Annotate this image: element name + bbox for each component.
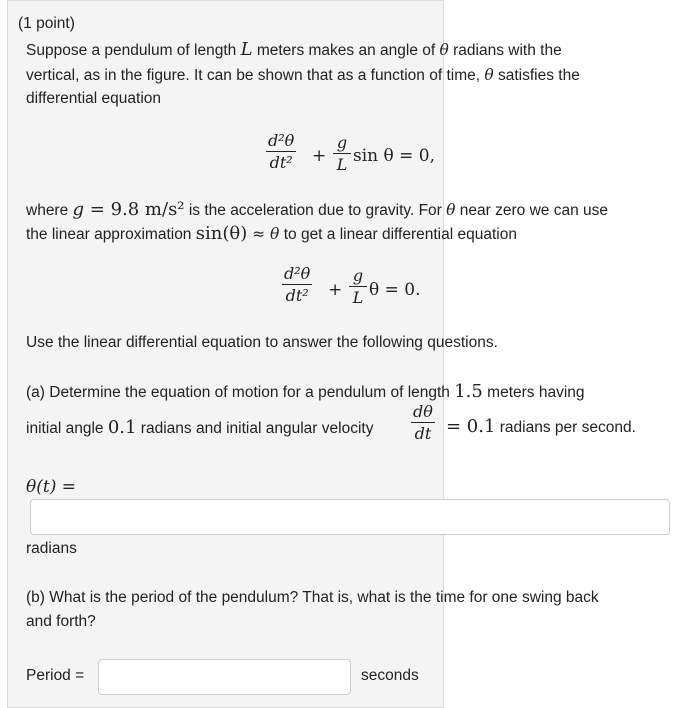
part-b-line-2: and forth?: [26, 613, 96, 630]
gravity-line-2: the linear approximation sin(θ) ≈ θ to get a linear differential equation: [26, 223, 517, 244]
eq1-plus: +: [312, 146, 327, 166]
eq1-fraction-d2theta: $\frac{\text{d²θ}}{\text{dt²}}$: [268, 131, 295, 172]
part-a-velocity: = 0.1 radians per second.: [446, 416, 636, 437]
eq1-rest: sin θ = 0,: [353, 146, 436, 166]
theta-unit-label: radians: [26, 540, 77, 557]
points-label: (1 point): [18, 15, 75, 32]
period-label: Period =: [26, 667, 85, 684]
part-a-fraction-dtheta-dt: $\frac{d\theta}{dt}$: [413, 402, 433, 443]
part-a-line-1: (a) Determine the equation of motion for a pendulum of length 1.5 meters having: [26, 381, 585, 402]
eq1-fraction-g-over-L: $\frac{g}{L}$: [333, 133, 351, 174]
eq2-fraction-d2theta: $\frac{\text{d²θ}}{\text{dt²}}$: [284, 264, 311, 305]
intro-line-3: differential equation: [26, 90, 162, 107]
theta-answer-label: θ(t) =: [26, 477, 76, 497]
gravity-line-1: where g = 9.8 m/s² is the acceleration due to gravity. For θ near zero we can use: [26, 199, 609, 220]
eq2-rest: θ = 0.: [369, 280, 421, 300]
eq2-plus: +: [328, 280, 343, 300]
theta-answer-input[interactable]: [30, 499, 670, 535]
period-input[interactable]: [98, 659, 351, 695]
intro-line-2: vertical, as in the figure. It can be shown that as a function of time, θ satisfies the: [26, 66, 580, 84]
eq2-fraction-g-over-L: $\frac{g}{L}$: [349, 266, 367, 307]
part-a-line-2: initial angle 0.1 radians and initial angular velocity: [26, 417, 374, 438]
intro-line-1: Suppose a pendulum of length L meters makes an angle of θ radians with the: [26, 39, 562, 60]
period-unit-label: seconds: [361, 667, 419, 684]
instruction-text: Use the linear differential equation to answer the following questions.: [26, 334, 498, 351]
part-b-line-1: (b) What is the period of the pendulum? That is, what is the time for one swing back: [26, 589, 599, 606]
